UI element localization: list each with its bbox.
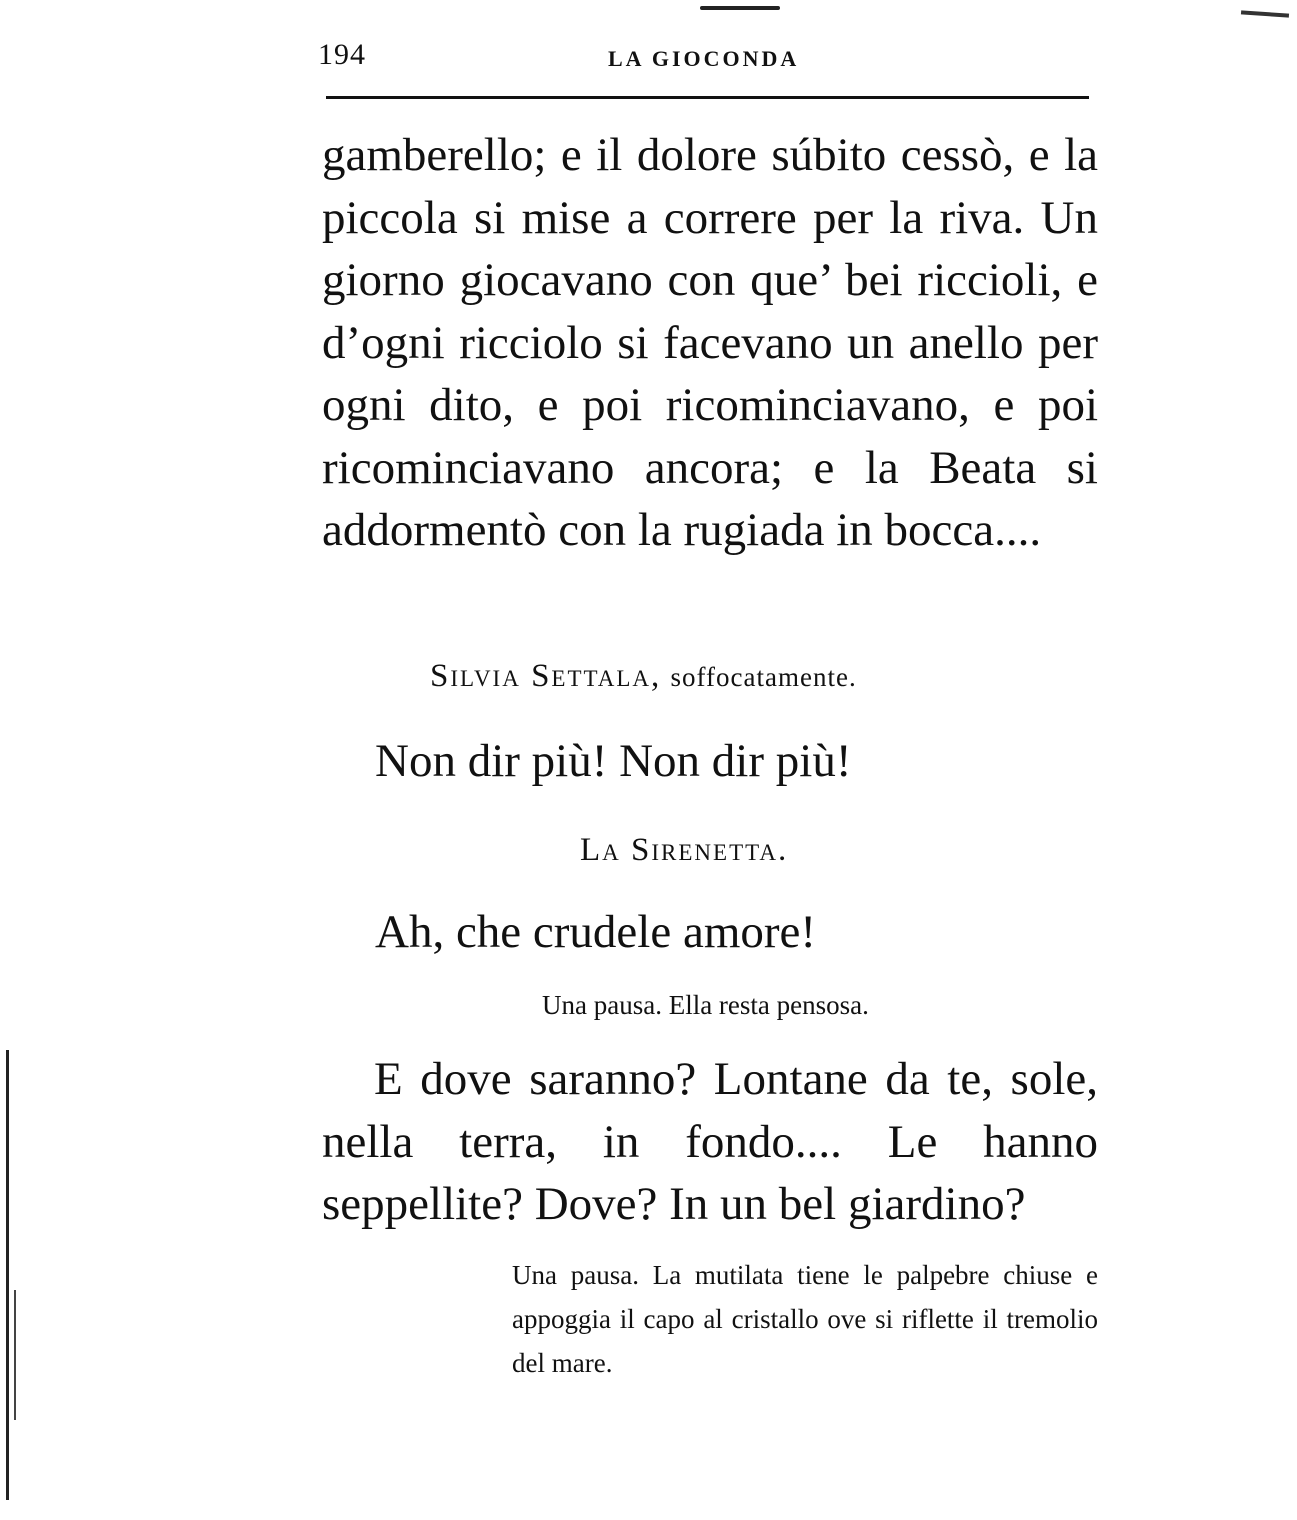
- speaker-name: La Sirenetta.: [580, 832, 789, 868]
- speaker-direction: soffocatamente.: [670, 662, 857, 692]
- header-rule: [326, 96, 1089, 99]
- prose-paragraph: E dove saranno? Lontane da te, sole, nella terra, in fondo.... Le hanno seppellite? Dove? In un bel giardino?: [322, 1053, 1098, 1230]
- binding-edge: [6, 1050, 9, 1500]
- binding-edge-inner: [14, 1290, 16, 1420]
- page-number: 194: [318, 38, 366, 71]
- stage-direction: Una pausa. Ella resta pensosa.: [542, 990, 869, 1020]
- speaker-heading: [430, 658, 857, 695]
- prose-paragraph: gamberello; e il dolore súbito cessò, e la piccola si mise a correre per la riva. Un giorno giocavano con que’ bei riccioli, e d’ogni ricciolo si facevano un anello per ogni dito, e poi ricominciavano, e poi ricominciavano ancora; e la Beata si addormentò con la rugiada in bocca....: [322, 129, 1098, 556]
- speaker-heading: [580, 832, 788, 869]
- page-header: [318, 38, 1088, 78]
- scan-smudge: [700, 6, 780, 10]
- dialogue-line: Ah, che crudele amore!: [375, 906, 817, 958]
- scan-corner-mark: [1241, 10, 1289, 17]
- stage-direction: Una pausa. La mutilata tiene le palpebre chiuse e appoggia il capo al cristallo ove si riflette il tremolio del mare.: [512, 1260, 1098, 1378]
- dialogue-line: Non dir più! Non dir più!: [375, 735, 852, 787]
- speaker-name: Silvia Settala,: [430, 658, 662, 694]
- running-title: LA GIOCONDA: [608, 46, 800, 71]
